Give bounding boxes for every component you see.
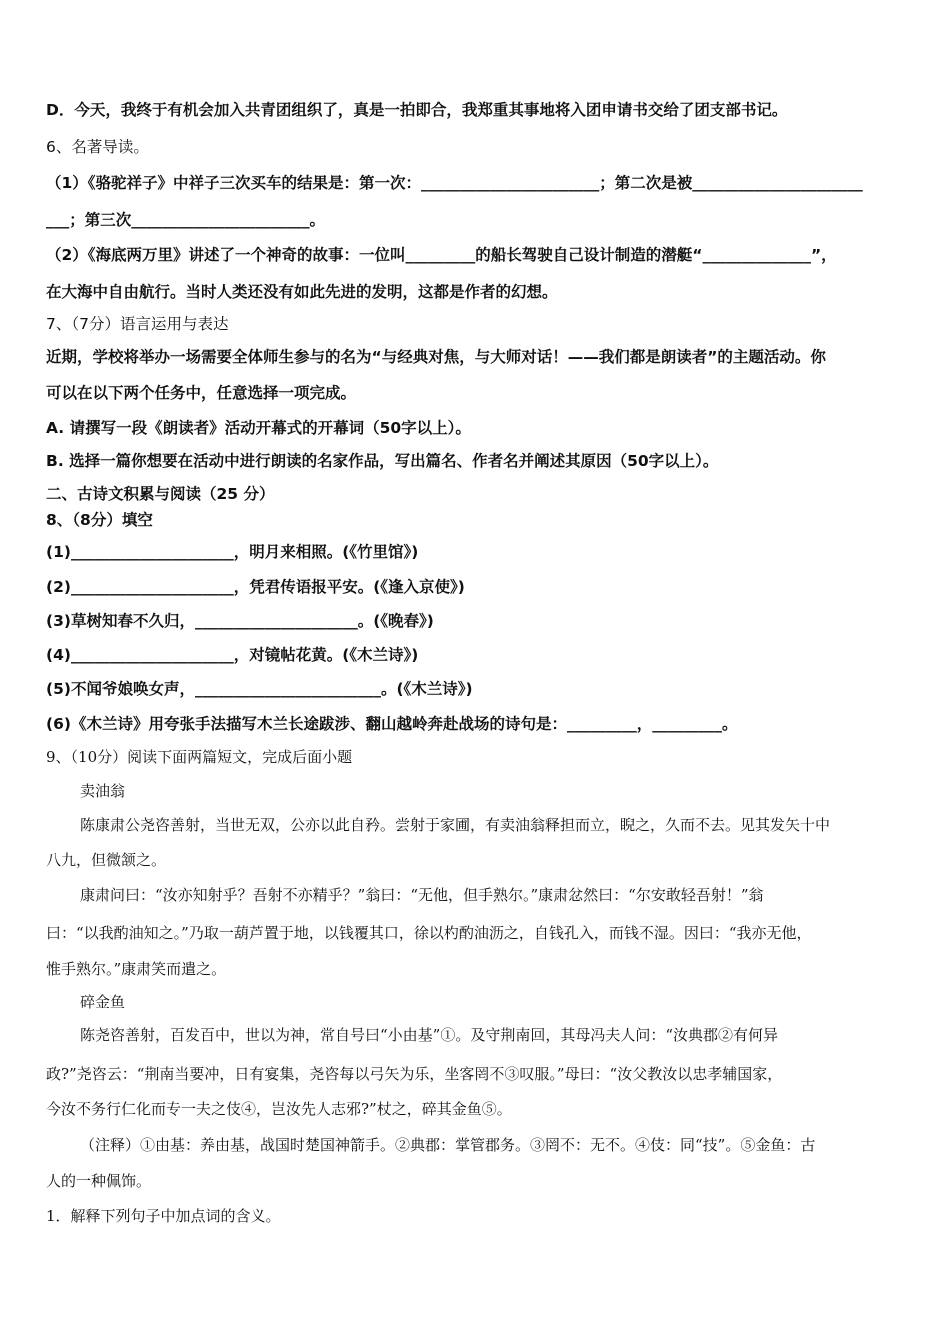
question-9-sub-1: 1．解释下列句子中加点词的含义。	[46, 1207, 281, 1225]
question-8-item-4: (4)_____________________，对镜帖花黄。(《木兰诗》)	[46, 646, 419, 664]
question-8-title: 8、（8分）填空	[46, 511, 153, 529]
question-5-option-d: D．今天，我终于有机会加入共青团组织了，真是一拍即合，我郑重其事地将入团申请书交给了团支部书记。	[46, 101, 788, 119]
question-7-task-b: B. 选择一篇你想要在活动中进行朗读的名家作品，写出篇名、作者名并阐述其原因（50字以上）。	[46, 452, 719, 470]
question-6-part-1-cont: ___；第三次_______________________。	[46, 211, 326, 229]
passage-1-title: 卖油翁	[80, 782, 126, 800]
question-8-item-1: (1)_____________________，明月来相照。(《竹里馆》)	[46, 543, 419, 561]
passage-1-para-2-end: 惟手熟尔。”康肃笑而遣之。	[46, 960, 227, 978]
passage-1-para-2-cont: 曰：“以我酌油知之。”乃取一葫芦置于地，以钱覆其口，徐以杓酌油沥之，自钱孔入，而钱不湿。因曰：“我亦无他，	[46, 924, 812, 942]
question-6-part-1: （1）《骆驼祥子》中祥子三次买车的结果是：第一次：_______________________；第二次是被______________________	[46, 174, 863, 192]
annotation-notes: （注释）①由基：养由基，战国时楚国神箭手。②典郡：掌管郡务。③罔不：无不。④伎：同“技”。⑤金鱼：古	[80, 1136, 816, 1154]
question-6-part-2: （2）《海底两万里》讲述了一个神奇的故事：一位叫_________的船长驾驶自己设计制造的潜艇“______________”，	[46, 246, 837, 264]
passage-1-para-2: 康肃问曰：“汝亦知射乎？吾射不亦精乎？”翁曰：“无他，但手熟尔。”康肃忿然曰：“尔安敢轻吾射！”翁	[80, 886, 764, 904]
question-7-intro-cont: 可以在以下两个任务中，任意选择一项完成。	[46, 384, 357, 402]
passage-2-title: 碎金鱼	[80, 993, 126, 1011]
passage-1-para-1-cont: 八九，但微颔之。	[46, 851, 167, 869]
question-7-title: 7、（7分）语言运用与表达	[46, 315, 229, 333]
question-7-intro: 近期，学校将举办一场需要全体师生参与的名为“与经典对焦，与大师对话！——我们都是朗读者”的主题活动。你	[46, 348, 826, 366]
question-6-title: 6、名著导读。	[46, 138, 149, 156]
annotation-notes-cont: 人的一种佩饰。	[46, 1172, 152, 1190]
passage-2-para-1: 陈尧咨善射，百发百中，世以为神，常自号曰“小由基”①。及守荆南回，其母冯夫人问：“汝典郡②有何异	[80, 1026, 779, 1044]
question-6-part-2-cont: 在大海中自由航行。当时人类还没有如此先进的发明，这都是作者的幻想。	[46, 283, 558, 301]
passage-2-para-1-end: 今汝不务行仁化而专一夫之伎④，岂汝先人志邪?”杖之，碎其金鱼⑤。	[46, 1100, 512, 1118]
question-7-task-a: A. 请撰写一段《朗读者》活动开幕式的开幕词（50字以上）。	[46, 419, 471, 437]
question-8-item-6: (6)《木兰诗》用夸张手法描写木兰长途跋涉、翻山越岭奔赴战场的诗句是：_________，_________。	[46, 715, 738, 733]
passage-1-para-1: 陈康肃公尧咨善射，当世无双，公亦以此自矜。尝射于家圃，有卖油翁释担而立，睨之，久而不去。见其发矢十中	[80, 816, 831, 834]
question-9-title: 9、（10分）阅读下面两篇短文，完成后面小题	[46, 748, 353, 766]
passage-2-para-1-cont: 政?”尧咨云：“荆南当要冲，日有宴集，尧咨每以弓矢为乐，坐客罔不③叹服。”母曰：“汝父教汝以忠孝辅国家，	[46, 1065, 783, 1083]
section-2-heading: 二、古诗文积累与阅读（25 分）	[46, 485, 275, 503]
question-8-item-2: (2)_____________________，凭君传语报平安。(《逢入京使》)	[46, 578, 465, 596]
question-8-item-3: (3)草树知春不久归，_____________________。(《晚春》)	[46, 612, 434, 630]
question-8-item-5: (5)不闻爷娘唤女声，________________________。(《木兰诗》)	[46, 680, 473, 698]
